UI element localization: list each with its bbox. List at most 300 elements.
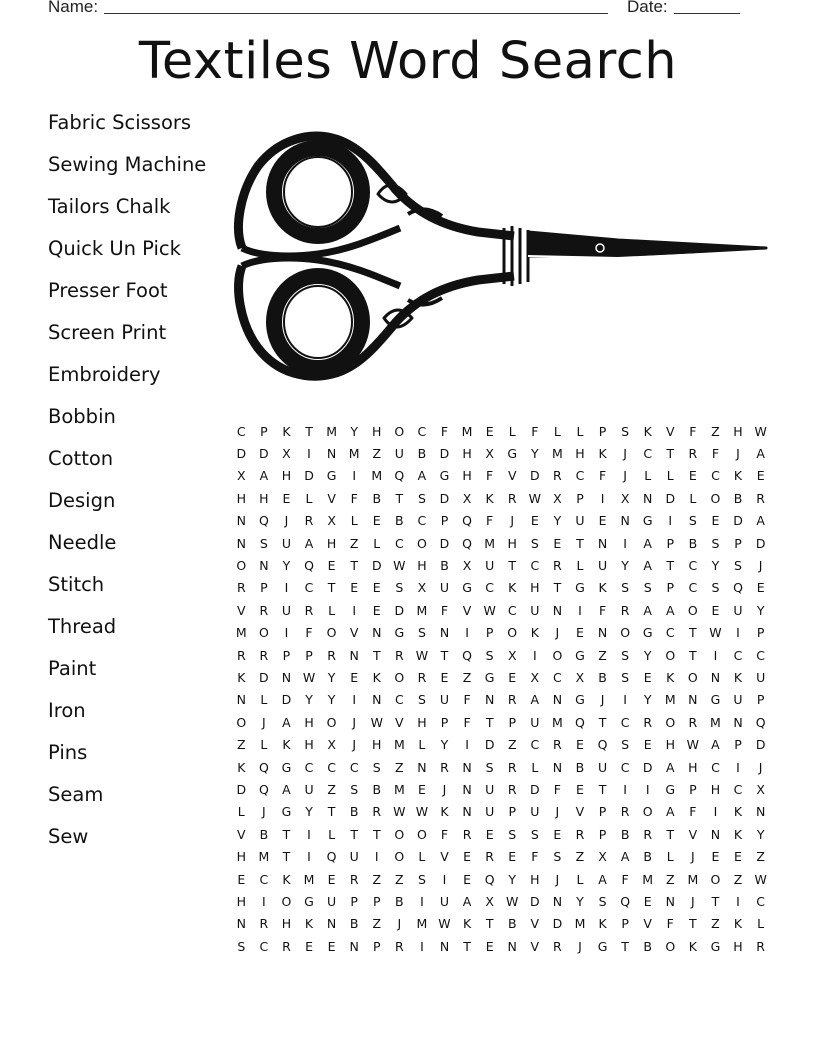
grid-letter[interactable]: F <box>711 446 720 462</box>
grid-letter[interactable]: S <box>621 423 630 439</box>
grid-letter[interactable]: G <box>507 446 518 462</box>
grid-letter[interactable]: N <box>462 804 472 820</box>
grid-letter[interactable]: J <box>555 804 560 820</box>
grid-letter[interactable]: J <box>352 714 357 730</box>
grid-letter[interactable]: B <box>372 781 382 797</box>
grid-letter[interactable]: K <box>282 871 291 887</box>
grid-letter[interactable]: N <box>552 759 563 775</box>
grid-letter[interactable]: D <box>439 535 450 551</box>
grid-letter[interactable]: H <box>372 423 382 439</box>
grid-letter[interactable]: O <box>620 625 631 641</box>
grid-letter[interactable]: A <box>530 692 540 708</box>
grid-letter[interactable]: X <box>327 737 336 753</box>
grid-letter[interactable]: E <box>576 737 584 753</box>
grid-letter[interactable]: C <box>259 871 269 887</box>
grid-letter[interactable]: R <box>462 826 472 842</box>
grid-letter[interactable]: G <box>484 669 495 685</box>
grid-letter[interactable]: K <box>485 490 494 506</box>
grid-letter[interactable]: R <box>688 714 698 730</box>
grid-letter[interactable]: I <box>352 602 357 618</box>
grid-letter[interactable]: P <box>485 625 494 641</box>
grid-letter[interactable]: E <box>350 580 359 596</box>
grid-letter[interactable]: A <box>282 714 291 730</box>
grid-letter[interactable]: O <box>236 714 247 730</box>
grid-letter[interactable]: B <box>395 893 404 909</box>
grid-letter[interactable]: Y <box>530 446 539 462</box>
grid-letter[interactable]: I <box>623 535 627 551</box>
grid-letter[interactable]: Y <box>553 513 562 529</box>
grid-letter[interactable]: R <box>688 446 698 462</box>
grid-letter[interactable]: X <box>620 490 630 506</box>
grid-letter[interactable]: R <box>259 602 269 618</box>
grid-letter[interactable]: G <box>597 938 608 954</box>
grid-letter[interactable]: E <box>305 938 313 954</box>
grid-letter[interactable]: K <box>733 826 743 842</box>
grid-letter[interactable]: U <box>394 446 404 462</box>
grid-letter[interactable]: R <box>236 647 246 663</box>
grid-letter[interactable]: E <box>643 893 652 909</box>
grid-letter[interactable]: Q <box>304 558 314 574</box>
grid-letter[interactable]: U <box>439 893 450 909</box>
grid-letter[interactable]: H <box>462 468 472 484</box>
grid-letter[interactable]: D <box>394 602 405 618</box>
grid-letter[interactable]: K <box>440 804 449 820</box>
grid-letter[interactable]: T <box>372 826 381 842</box>
grid-letter[interactable]: A <box>643 535 652 551</box>
grid-letter[interactable]: P <box>734 535 742 551</box>
grid-letter[interactable]: U <box>733 602 743 618</box>
grid-letter[interactable]: F <box>531 849 539 865</box>
grid-letter[interactable]: N <box>733 714 743 730</box>
grid-letter[interactable]: K <box>282 423 291 439</box>
grid-letter[interactable]: U <box>597 558 608 574</box>
grid-letter[interactable]: S <box>417 871 426 887</box>
grid-letter[interactable]: D <box>371 558 382 574</box>
grid-letter[interactable]: Q <box>462 513 472 529</box>
grid-letter[interactable]: C <box>665 625 675 641</box>
grid-letter[interactable]: E <box>463 871 472 887</box>
grid-letter[interactable]: Z <box>507 737 517 753</box>
grid-letter[interactable]: H <box>304 714 314 730</box>
grid-letter[interactable]: Z <box>711 916 720 932</box>
grid-letter[interactable]: F <box>440 423 449 439</box>
grid-letter[interactable]: I <box>736 759 740 775</box>
grid-letter[interactable]: Z <box>665 871 675 887</box>
grid-letter[interactable]: F <box>621 871 629 887</box>
grid-letter[interactable]: B <box>507 916 517 932</box>
date-field[interactable] <box>674 13 740 14</box>
grid-letter[interactable]: U <box>327 893 337 909</box>
grid-letter[interactable]: K <box>237 669 246 685</box>
grid-letter[interactable]: F <box>440 602 449 618</box>
grid-letter[interactable]: O <box>507 625 518 641</box>
grid-letter[interactable]: C <box>394 692 404 708</box>
grid-letter[interactable]: Z <box>598 647 607 663</box>
grid-letter[interactable]: P <box>260 580 268 596</box>
grid-letter[interactable]: B <box>349 916 359 932</box>
grid-letter[interactable]: Y <box>327 692 336 708</box>
grid-letter[interactable]: R <box>553 558 562 574</box>
grid-letter[interactable]: M <box>461 423 473 439</box>
grid-letter[interactable]: V <box>395 714 404 730</box>
grid-letter[interactable]: C <box>236 423 246 439</box>
grid-letter[interactable]: R <box>417 669 427 685</box>
grid-letter[interactable]: I <box>352 692 357 708</box>
grid-letter[interactable]: F <box>440 826 449 842</box>
grid-letter[interactable]: V <box>530 938 540 954</box>
grid-letter[interactable]: T <box>689 916 697 932</box>
grid-letter[interactable]: E <box>643 737 652 753</box>
grid-letter[interactable]: G <box>326 468 337 484</box>
grid-letter[interactable]: L <box>237 804 245 820</box>
grid-letter[interactable]: R <box>620 602 630 618</box>
grid-letter[interactable]: S <box>621 647 630 663</box>
grid-letter[interactable]: W <box>393 804 406 820</box>
grid-letter[interactable]: P <box>350 893 358 909</box>
grid-letter[interactable]: D <box>529 781 540 797</box>
grid-letter[interactable]: L <box>418 737 426 753</box>
grid-letter[interactable]: N <box>462 781 472 797</box>
grid-letter[interactable]: T <box>485 714 494 730</box>
grid-letter[interactable]: Z <box>395 759 404 775</box>
grid-letter[interactable]: R <box>643 714 653 730</box>
grid-letter[interactable]: O <box>281 893 292 909</box>
grid-letter[interactable]: N <box>417 759 427 775</box>
grid-letter[interactable]: P <box>282 647 291 663</box>
grid-letter[interactable]: N <box>620 513 630 529</box>
grid-letter[interactable]: V <box>462 602 472 618</box>
grid-letter[interactable]: L <box>260 692 268 708</box>
grid-letter[interactable]: E <box>417 781 426 797</box>
grid-letter[interactable]: A <box>756 513 765 529</box>
grid-letter[interactable]: V <box>507 468 517 484</box>
grid-letter[interactable]: J <box>284 513 289 529</box>
grid-letter[interactable]: G <box>575 580 585 596</box>
grid-letter[interactable]: H <box>530 580 540 596</box>
grid-letter[interactable]: N <box>597 625 608 641</box>
grid-letter[interactable]: H <box>281 468 292 484</box>
grid-letter[interactable]: J <box>262 804 266 820</box>
grid-letter[interactable]: P <box>734 737 742 753</box>
grid-letter[interactable]: I <box>668 513 673 529</box>
grid-letter[interactable]: P <box>598 826 607 842</box>
grid-letter[interactable]: B <box>259 826 269 842</box>
grid-letter[interactable]: K <box>530 625 539 641</box>
grid-letter[interactable]: F <box>531 423 539 439</box>
grid-letter[interactable]: K <box>688 938 697 954</box>
grid-letter[interactable]: U <box>304 781 314 797</box>
grid-letter[interactable]: D <box>642 759 653 775</box>
grid-letter[interactable]: T <box>305 423 313 439</box>
grid-letter[interactable]: S <box>259 535 268 551</box>
grid-letter[interactable]: P <box>305 647 313 663</box>
grid-letter[interactable]: E <box>485 423 494 439</box>
grid-letter[interactable]: A <box>643 558 652 574</box>
grid-letter[interactable]: N <box>259 558 269 574</box>
grid-letter[interactable]: C <box>711 759 720 775</box>
grid-letter[interactable]: W <box>393 558 406 574</box>
grid-letter[interactable]: M <box>348 446 360 462</box>
grid-letter[interactable]: Y <box>756 602 765 618</box>
grid-letter[interactable]: B <box>417 446 427 462</box>
grid-letter[interactable]: O <box>416 535 427 551</box>
grid-letter[interactable]: S <box>350 781 359 797</box>
grid-letter[interactable]: J <box>736 446 740 462</box>
grid-letter[interactable]: B <box>643 849 652 865</box>
grid-letter[interactable]: U <box>439 692 450 708</box>
grid-letter[interactable]: I <box>374 849 379 865</box>
grid-letter[interactable]: Z <box>395 871 404 887</box>
name-field[interactable] <box>104 13 608 14</box>
grid-letter[interactable]: J <box>555 625 560 641</box>
grid-letter[interactable]: W <box>754 871 767 887</box>
grid-letter[interactable]: X <box>756 781 765 797</box>
grid-letter[interactable]: D <box>259 669 269 685</box>
grid-letter[interactable]: S <box>417 692 426 708</box>
grid-letter[interactable]: E <box>530 513 539 529</box>
grid-letter[interactable]: P <box>666 580 675 596</box>
grid-letter[interactable]: G <box>462 580 472 596</box>
grid-letter[interactable]: M <box>710 714 721 730</box>
grid-letter[interactable]: P <box>598 804 607 820</box>
grid-letter[interactable]: N <box>349 647 359 663</box>
grid-letter[interactable]: F <box>486 468 494 484</box>
grid-letter[interactable]: Y <box>621 558 629 574</box>
grid-letter[interactable]: R <box>304 513 314 529</box>
grid-letter[interactable]: Y <box>282 558 291 574</box>
grid-letter[interactable]: E <box>756 580 765 596</box>
grid-letter[interactable]: I <box>284 580 289 596</box>
grid-letter[interactable]: P <box>372 938 381 954</box>
grid-letter[interactable]: H <box>462 446 472 462</box>
grid-letter[interactable]: A <box>756 446 765 462</box>
grid-letter[interactable]: G <box>642 513 653 529</box>
grid-letter[interactable]: D <box>236 446 247 462</box>
grid-letter[interactable]: D <box>733 513 743 529</box>
grid-letter[interactable]: D <box>552 916 563 932</box>
grid-letter[interactable]: W <box>370 714 383 730</box>
grid-letter[interactable]: R <box>507 692 517 708</box>
grid-letter[interactable]: S <box>621 737 630 753</box>
grid-letter[interactable]: L <box>644 468 652 484</box>
grid-letter[interactable]: N <box>236 513 246 529</box>
grid-letter[interactable]: D <box>236 781 247 797</box>
grid-letter[interactable]: N <box>710 826 721 842</box>
grid-letter[interactable]: V <box>575 804 585 820</box>
grid-letter[interactable]: N <box>552 692 563 708</box>
grid-letter[interactable]: R <box>349 871 359 887</box>
grid-letter[interactable]: I <box>465 625 469 641</box>
grid-letter[interactable]: S <box>395 580 404 596</box>
grid-letter[interactable]: I <box>623 692 627 708</box>
grid-letter[interactable]: L <box>305 490 313 506</box>
grid-letter[interactable]: Q <box>462 647 472 663</box>
grid-letter[interactable]: I <box>442 871 447 887</box>
grid-letter[interactable]: I <box>307 849 311 865</box>
grid-letter[interactable]: T <box>282 826 291 842</box>
grid-letter[interactable]: W <box>415 804 429 820</box>
grid-letter[interactable]: Q <box>733 580 743 596</box>
grid-letter[interactable]: L <box>576 423 584 439</box>
grid-letter[interactable]: R <box>553 468 562 484</box>
grid-letter[interactable]: F <box>689 423 697 439</box>
grid-letter[interactable]: C <box>575 468 585 484</box>
grid-letter[interactable]: L <box>689 490 697 506</box>
grid-letter[interactable]: I <box>352 468 357 484</box>
grid-letter[interactable]: J <box>623 468 627 484</box>
grid-letter[interactable]: H <box>688 759 698 775</box>
grid-letter[interactable]: B <box>733 490 743 506</box>
grid-letter[interactable]: M <box>303 871 315 887</box>
grid-letter[interactable]: O <box>326 714 337 730</box>
grid-letter[interactable]: C <box>417 513 427 529</box>
grid-letter[interactable]: U <box>485 558 495 574</box>
grid-letter[interactable]: S <box>643 580 652 596</box>
grid-letter[interactable]: K <box>462 916 472 932</box>
grid-letter[interactable]: R <box>372 804 382 820</box>
grid-letter[interactable]: I <box>307 826 311 842</box>
grid-letter[interactable]: X <box>485 893 494 909</box>
grid-letter[interactable]: R <box>507 759 517 775</box>
grid-letter[interactable]: T <box>485 916 494 932</box>
grid-letter[interactable]: L <box>260 737 268 753</box>
grid-letter[interactable]: Y <box>350 423 358 439</box>
grid-letter[interactable]: F <box>350 490 358 506</box>
grid-letter[interactable]: G <box>281 759 292 775</box>
grid-letter[interactable]: N <box>326 446 337 462</box>
grid-letter[interactable]: S <box>530 826 539 842</box>
grid-letter[interactable]: G <box>281 804 292 820</box>
grid-letter[interactable]: X <box>462 558 472 574</box>
grid-letter[interactable]: E <box>440 669 449 685</box>
grid-letter[interactable]: Z <box>237 737 246 753</box>
grid-letter[interactable]: O <box>687 602 698 618</box>
grid-letter[interactable]: O <box>394 849 405 865</box>
grid-letter[interactable]: T <box>666 826 675 842</box>
grid-letter[interactable]: U <box>281 602 292 618</box>
grid-letter[interactable]: N <box>755 804 766 820</box>
grid-letter[interactable]: I <box>736 625 740 641</box>
grid-letter[interactable]: O <box>258 625 269 641</box>
grid-letter[interactable]: E <box>372 513 381 529</box>
grid-letter[interactable]: S <box>372 759 381 775</box>
grid-letter[interactable]: C <box>304 580 314 596</box>
grid-letter[interactable]: N <box>688 692 698 708</box>
grid-letter[interactable]: K <box>666 669 675 685</box>
grid-letter[interactable]: N <box>462 759 472 775</box>
grid-letter[interactable]: L <box>531 759 539 775</box>
grid-letter[interactable]: O <box>394 423 405 439</box>
grid-letter[interactable]: T <box>621 938 629 954</box>
grid-letter[interactable]: Q <box>258 513 269 529</box>
grid-letter[interactable]: R <box>304 602 314 618</box>
grid-letter[interactable]: Y <box>305 804 313 820</box>
grid-letter[interactable]: M <box>371 468 383 484</box>
grid-letter[interactable]: P <box>372 893 381 909</box>
grid-letter[interactable]: O <box>416 826 427 842</box>
grid-letter[interactable]: S <box>711 580 720 596</box>
grid-letter[interactable]: I <box>713 804 718 820</box>
grid-letter[interactable]: E <box>282 490 291 506</box>
grid-letter[interactable]: R <box>507 781 517 797</box>
grid-letter[interactable]: J <box>262 714 266 730</box>
grid-letter[interactable]: E <box>734 849 742 865</box>
grid-letter[interactable]: R <box>485 849 494 865</box>
grid-letter[interactable]: G <box>710 692 721 708</box>
grid-letter[interactable]: N <box>710 669 721 685</box>
grid-letter[interactable]: C <box>620 759 630 775</box>
grid-letter[interactable]: X <box>507 647 517 663</box>
grid-letter[interactable]: N <box>326 916 337 932</box>
grid-letter[interactable]: Y <box>440 737 449 753</box>
grid-letter[interactable]: H <box>304 737 314 753</box>
grid-letter[interactable]: G <box>304 893 314 909</box>
grid-letter[interactable]: C <box>688 558 698 574</box>
grid-letter[interactable]: E <box>598 513 607 529</box>
grid-letter[interactable]: S <box>734 558 742 574</box>
grid-letter[interactable]: Y <box>576 893 584 909</box>
grid-letter[interactable]: Y <box>756 826 765 842</box>
grid-letter[interactable]: J <box>510 513 515 529</box>
grid-letter[interactable]: J <box>397 916 402 932</box>
grid-letter[interactable]: G <box>575 692 585 708</box>
grid-letter[interactable]: X <box>575 669 585 685</box>
grid-letter[interactable]: W <box>506 893 519 909</box>
grid-letter[interactable]: V <box>643 916 652 932</box>
grid-letter[interactable]: Z <box>462 669 472 685</box>
grid-letter[interactable]: T <box>440 647 449 663</box>
grid-letter[interactable]: K <box>598 446 607 462</box>
grid-letter[interactable]: E <box>711 849 720 865</box>
grid-letter[interactable]: E <box>711 602 720 618</box>
grid-letter[interactable]: H <box>236 490 246 506</box>
grid-letter[interactable]: O <box>710 490 721 506</box>
grid-letter[interactable]: C <box>620 714 630 730</box>
grid-letter[interactable]: A <box>259 468 269 484</box>
grid-letter[interactable]: F <box>598 602 607 618</box>
grid-letter[interactable]: H <box>733 423 743 439</box>
grid-letter[interactable]: L <box>666 468 674 484</box>
grid-letter[interactable]: Q <box>326 849 337 865</box>
grid-letter[interactable]: C <box>530 558 540 574</box>
grid-letter[interactable]: U <box>485 781 495 797</box>
grid-letter[interactable]: H <box>417 558 427 574</box>
grid-letter[interactable]: P <box>666 535 675 551</box>
grid-letter[interactable]: C <box>733 647 743 663</box>
grid-letter[interactable]: E <box>576 781 584 797</box>
grid-letter[interactable]: Y <box>508 871 517 887</box>
grid-letter[interactable]: Z <box>372 871 382 887</box>
grid-letter[interactable]: S <box>485 759 494 775</box>
grid-letter[interactable]: R <box>756 490 765 506</box>
grid-letter[interactable]: U <box>281 535 292 551</box>
grid-letter[interactable]: L <box>576 871 584 887</box>
grid-letter[interactable]: U <box>733 692 743 708</box>
grid-letter[interactable]: I <box>307 446 311 462</box>
grid-letter[interactable]: E <box>463 849 472 865</box>
grid-letter[interactable]: X <box>485 446 494 462</box>
grid-letter[interactable]: X <box>237 468 246 484</box>
grid-letter[interactable]: E <box>553 826 562 842</box>
grid-letter[interactable]: N <box>372 625 382 641</box>
grid-letter[interactable]: H <box>665 737 675 753</box>
grid-letter[interactable]: D <box>281 692 292 708</box>
grid-letter[interactable]: V <box>237 826 246 842</box>
grid-letter[interactable]: F <box>553 781 561 797</box>
grid-letter[interactable]: N <box>439 625 450 641</box>
grid-letter[interactable]: D <box>529 468 540 484</box>
grid-letter[interactable]: Z <box>327 781 336 797</box>
